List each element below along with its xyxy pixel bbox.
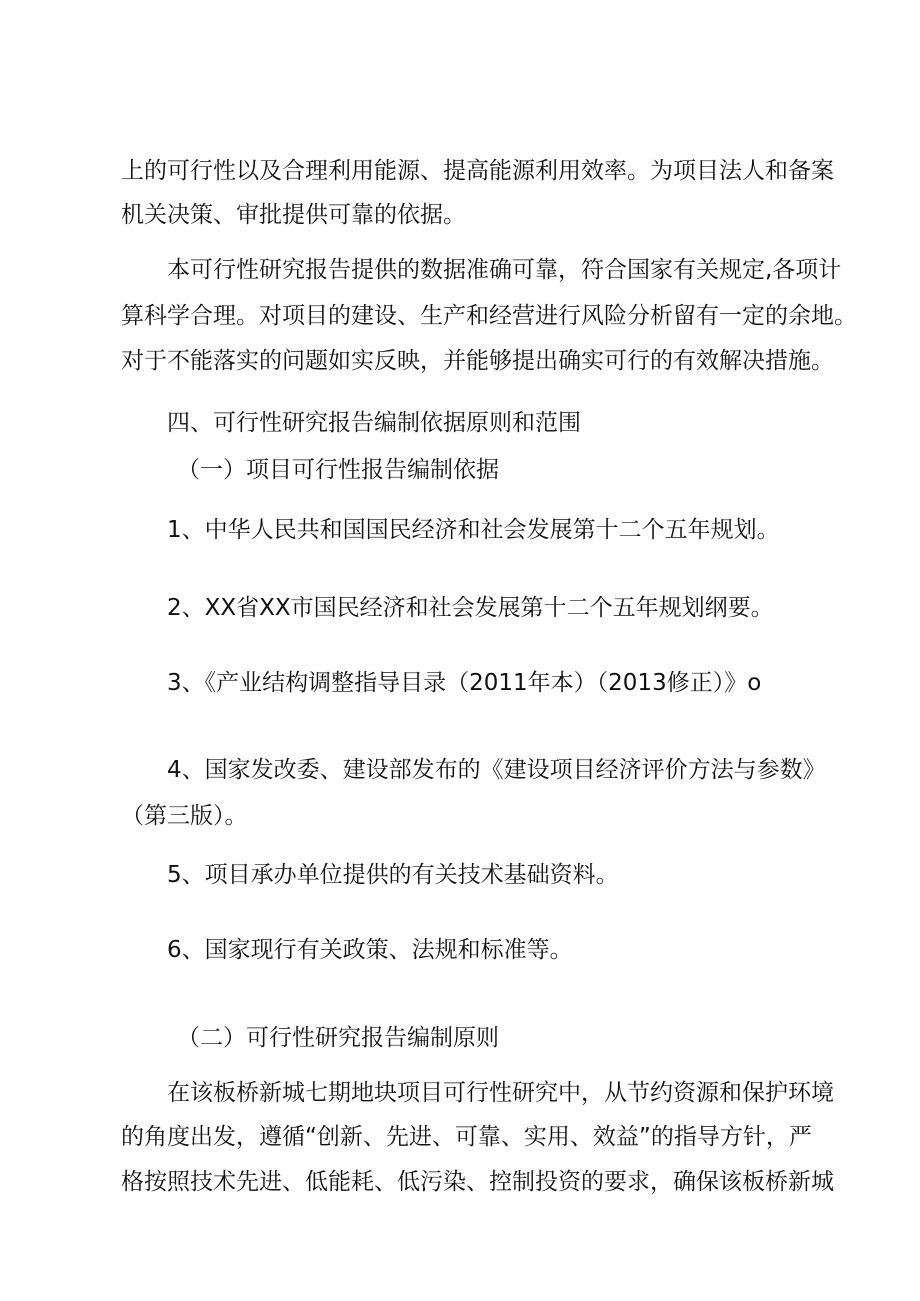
principles-paragraph-line-1: 在该板桥新城七期地块项目可行性研究中，从节约资源和保护环境 bbox=[167, 1080, 834, 1106]
accuracy-paragraph-line-3: 对于不能落实的问题如实反映，并能够提出确实可行的有效解决措施。 bbox=[121, 348, 834, 374]
subsection-basis-heading: （一）项目可行性报告编制依据 bbox=[177, 457, 499, 483]
basis-item-5: 5、项目承办单位提供的有关技术基础资料。 bbox=[167, 862, 619, 888]
basis-item-4-continued: （第三版）。 bbox=[121, 803, 248, 829]
basis-item-1: 1、中华人民共和国国民经济和社会发展第十二个五年规划。 bbox=[167, 517, 780, 543]
accuracy-paragraph-line-2: 算科学合理。对项目的建设、生产和经营进行风险分析留有一定的余地。 bbox=[121, 303, 857, 329]
basis-item-2: 2、XX省XX市国民经济和社会发展第十二个五年规划纲要。 bbox=[167, 595, 774, 621]
basis-item-3: 3、《产业结构调整指导目录（2011年本）（2013修正）》o bbox=[167, 670, 762, 696]
section-heading: 四、可行性研究报告编制依据原则和范围 bbox=[167, 410, 581, 436]
subsection-principles-heading: （二）可行性研究报告编制原则 bbox=[177, 1025, 499, 1051]
principles-paragraph-line-3: 格按照技术先进、低能耗、低污染、控制投资的要求，确保该板桥新城 bbox=[121, 1169, 834, 1195]
basis-item-6: 6、国家现行有关政策、法规和标准等。 bbox=[167, 937, 573, 963]
intro-paragraph-line-1: 上的可行性以及合理利用能源、提高能源利用效率。为项目法人和备案 bbox=[121, 158, 834, 184]
intro-paragraph-line-2: 机关决策、审批提供可靠的依据。 bbox=[121, 202, 466, 228]
accuracy-paragraph-line-1: 本可行性研究报告提供的数据准确可靠，符合国家有关规定,各项计 bbox=[167, 257, 842, 283]
principles-paragraph-line-2: 的角度出发，遵循“创新、先进、可靠、实用、效益”的指导方针，严 bbox=[121, 1124, 812, 1150]
basis-item-4: 4、国家发改委、建设部发布的《建设项目经济评价方法与参数》 bbox=[167, 757, 826, 783]
